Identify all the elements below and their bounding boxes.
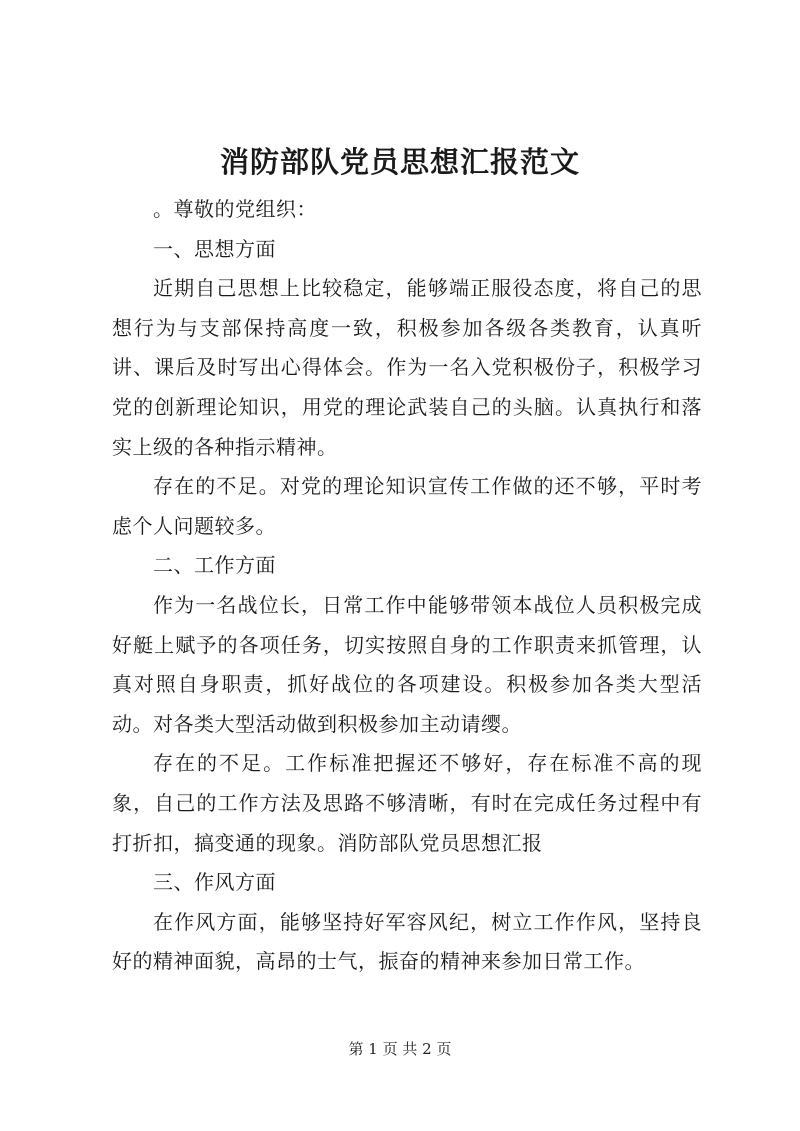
section-heading-work: 二、工作方面: [153, 553, 276, 578]
salutation: 。尊敬的党组织：: [153, 197, 317, 221]
paragraph-style: 在作风方面，能够坚持好军容风纪，树立工作作风，坚持良好的精神面貌，高昂的士气，振奋的精神来参加日常工作。: [112, 909, 702, 974]
paragraph-thought-shortcoming: 存在的不足。对党的理论知识宣传工作做的还不够，平时考虑个人问题较多。: [112, 474, 702, 538]
paragraph-thought: 近期自己思想上比较稳定，能够端正服役态度，将自己的思想行为与支部保持高度一致，积极参加各级各类教育，认真听讲、课后及时写出心得体会。作为一名入党积极份子，积极学习党的创新理论知识，用党的理论武装自己的头脑。认真执行和落实上级的各种指示精神。: [112, 276, 702, 459]
paragraph-work: 作为一名战位长，日常工作中能够带领本战位人员积极完成好艇上赋予的各项任务，切实按照自身的工作职责来抓管理，认真对照自身职责，抓好战位的各项建设。积极参加各类大型活动。对各类大型活动做到积极参加主动请缨。: [112, 592, 702, 736]
paragraph-work-shortcoming: 存在的不足。工作标准把握还不够好，存在标准不高的现象，自己的工作方法及思路不够清晰，有时在完成任务过程中有打折扣，搞变通的现象。消防部队党员思想汇报: [112, 751, 702, 855]
document-title: 消防部队党员思想汇报范文: [219, 145, 580, 179]
document-body: [112, 190, 702, 982]
section-heading-thought: 一、思想方面: [153, 236, 276, 261]
page-number-footer: 第 1 页 共 2 页: [348, 1040, 452, 1058]
section-heading-style: 三、作风方面: [153, 870, 276, 895]
